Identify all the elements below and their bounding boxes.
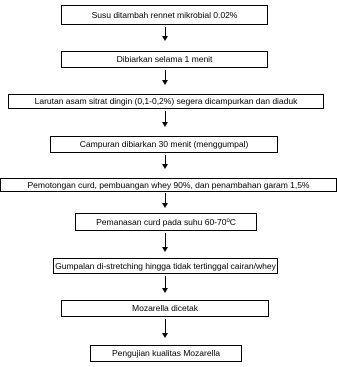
flowchart-step-rest-1-minute bbox=[61, 51, 268, 68]
step-label: Larutan asam sitrat dingin (0,1-0,2%) segera dicampurkan dan diaduk bbox=[34, 96, 298, 107]
step-label: Dibiarkan selama 1 menit bbox=[116, 54, 213, 65]
step-label: Pengujian kualitas Mozarella bbox=[112, 348, 220, 359]
flowchart-step-rest-30-minutes bbox=[50, 136, 278, 153]
flowchart-step-mold-mozarella bbox=[61, 300, 269, 317]
step-label: Mozarella dicetak bbox=[131, 303, 199, 314]
flowchart-step-quality-testing bbox=[90, 345, 242, 362]
flowchart-step-add-citric-acid bbox=[8, 94, 324, 109]
flowchart-step-stretching bbox=[53, 258, 278, 274]
flowchart-step-add-rennet bbox=[61, 5, 268, 25]
step-text: Pemanasan curd pada suhu 60-70 bbox=[96, 216, 227, 227]
degree-superscript: o bbox=[226, 217, 230, 224]
flowchart-step-heat-curd bbox=[75, 213, 257, 231]
unit-text: C bbox=[229, 216, 236, 227]
step-label: Susu ditambah rennet mikrobial 0.02% bbox=[91, 9, 238, 20]
step-label: Pemotongan curd, pembuangan whey 90%, dan penambahan garam 1,5% bbox=[27, 179, 310, 190]
step-label: Gumpalan di-stretching hingga tidak tertinggal cairan/whey bbox=[55, 260, 276, 271]
step-label: Campuran dibiarkan 30 menit (menggumpal) bbox=[79, 139, 249, 150]
step-label bbox=[96, 218, 236, 227]
flowchart-step-cut-curd bbox=[0, 178, 337, 192]
